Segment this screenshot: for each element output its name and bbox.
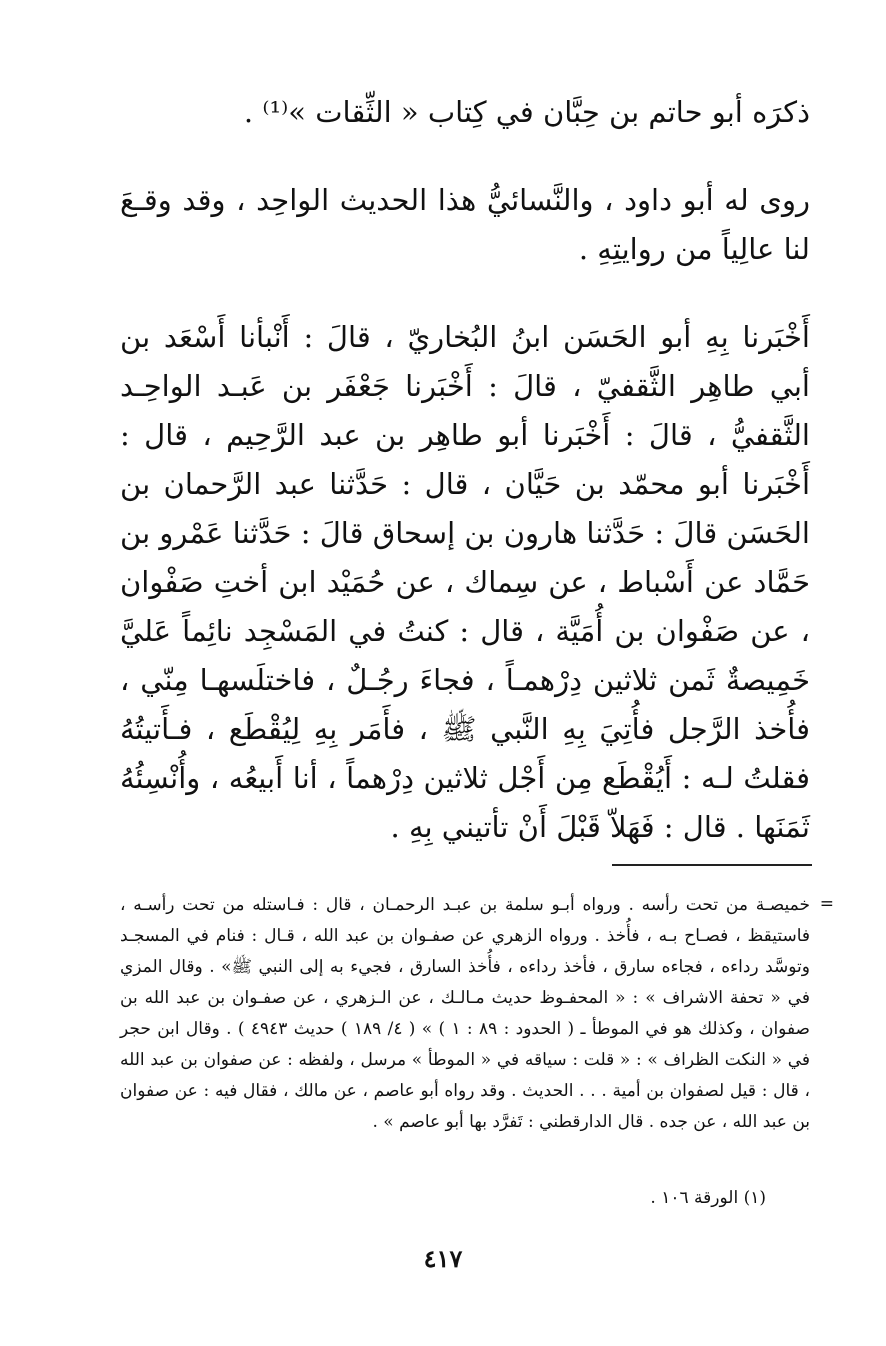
paragraph-narrators: روى له أبو داود ، والنَّسائيُّ هذا الحديث الواحِد ، وقد وقـعَ لنا عالِياً من روايتِهِ . <box>120 183 810 266</box>
page-number: ٤١٧ <box>423 1244 463 1273</box>
footnote-continuation-marker: = <box>819 894 834 914</box>
footnote-separator <box>612 864 812 866</box>
paragraph-hadith-isnad: أَخْبَرنا بِهِ أبو الحَسَن ابنُ البُخاريّ ، قالَ : أَنْبأنا أَسْعَد بن أبي طاهِر الثَّقفيّ ، قالَ : أَخْبَرنا جَعْفَر بن عَبـد الواحِـد الثَّقفيُّ ، قالَ : أَخْبَرنا أبو طاهِر بن عبد الرَّحِيم ، قال : أَخْبَرنا أبو محمّد بن حَيَّان ، قال : حَدَّثنا عبد الرَّحمان بن الحَسَن قالَ : حَدَّثنا هارون بن إسحاق قالَ : حَدَّثنا عَمْرو بن حَمَّاد عن أَسْباط ، عن سِماك ، عن حُمَيْد ابن أختِ صَفْوان ، عن صَفْوان بن أُمَيَّة ، قال : كنتُ في المَسْجِد نائِماً عَليَّ خَمِيصةٌ ثَمن ثلاثين دِرْهمـاً ، فجاءَ رجُـلٌ ، فاختلَسهـا مِنّي ، فأُخذ الرَّجل فأُتِيَ بِهِ النَّبي ﷺ ، فأَمَر بِهِ لِيُقْطَع ، فـأَتيتُهُ فقلتُ لـه : أَيُقْطَع مِن أَجْل ثلاثين دِرْهماً ، أنا أَبيعُه ، وأُنْسِئُهُ ثَمَنَها . قال : فَهَلاّ قَبْلَ أَنْ تأتيني بِهِ . <box>120 320 810 844</box>
footnote-1: (١) الورقة ١٠٦ . <box>650 1188 766 1208</box>
footnote-continuation: خميصـة من تحت رأسه . ورواه أبـو سلمة بن عبـد الرحمـان ، قال : فـاستله من تحت رأسـه ، فاستيقظ ، فصـاح بـه ، فأُخذ . ورواه الزهري عن صفـوان بن عبد الله ، قـال : فنام في المسجـد وتوسَّد رداءه ، فجاءه سارق ، فأخذ رداءه ، فأُخذ السارق ، فجيء به إلى النبي ﷺ» . وقال المزي في « تحفة الاشراف » : « المحفـوظ حديث مـالـك ، عن الـزهري ، عن صفـوان بن عبد الله بن صفوان ، وكذلك هو في الموطأ ـ ( الحدود : ٨٩ : ١ ) » ( ٤/ ١٨٩ ) حديث ٤٩٤٣ ) . وقال ابن حجر في « النكت الظراف » : « قلت : سياقه في « الموطأ » مرسل ، ولفظه : عن صفوان بن عبد الله ، قال : قيل لصفوان بن أمية . . . الحديث . وقد رواه أبو عاصم ، عن مالك ، فقال فيه : عن صفوان بن عبد الله ، عن جده . قال الدارقطني : تَفرَّد بها أبو عاصم » . <box>120 895 810 1132</box>
paragraph-ibn-hibban: ذكرَه أبو حاتم بن حِبَّان في كِتاب « الثِّقات »⁽¹⁾ . <box>243 95 810 129</box>
